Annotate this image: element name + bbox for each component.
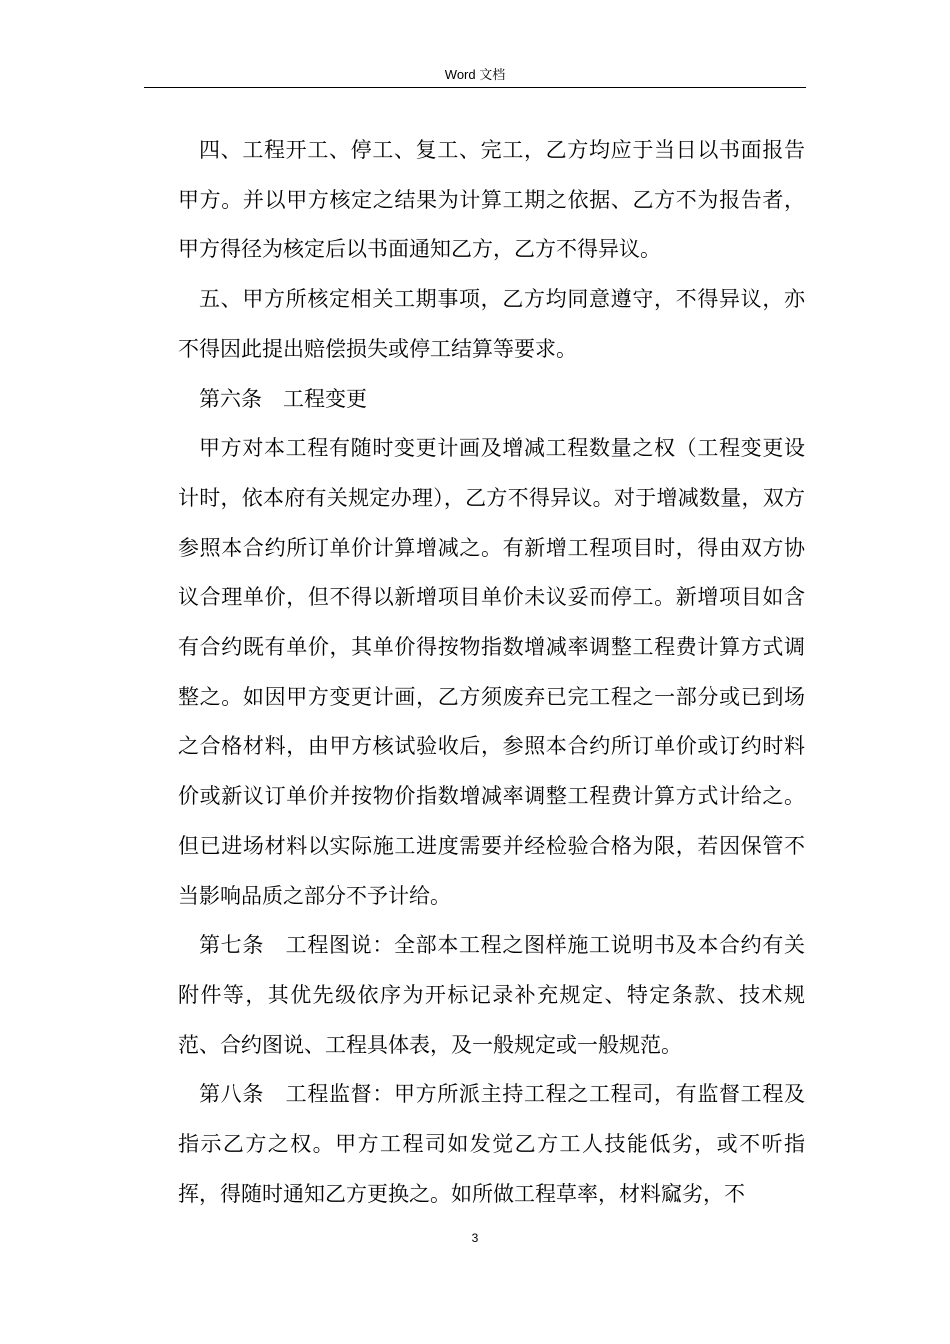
header-divider — [144, 87, 806, 88]
page-header: Word 文档 — [444, 67, 506, 82]
document-body — [178, 126, 805, 1219]
paragraph-article-7: 第七条 工程图说：全部本工程之图样施工说明书及本合约有关附件等，其优先级依序为开标记录补充规定、特定条款、技术规范、合约图说、工程具体表，及一般规定或一般规范。 — [178, 933, 805, 1057]
section-heading-article-6: 第六条 工程变更 — [199, 386, 367, 411]
paragraph-clause-4: 四、工程开工、停工、复工、完工，乙方均应于当日以书面报告甲方。并以甲方核定之结果为计算工期之依据、乙方不为报告者，甲方得径为核定后以书面通知乙方，乙方不得异议。 — [178, 138, 805, 262]
page-number: 3 — [471, 1231, 479, 1245]
paragraph-article-6: 甲方对本工程有随时变更计画及增减工程数量之权（工程变更设计时，依本府有关规定办理），乙方不得异议。对于增减数量，双方参照本合约所订单价计算增减之。有新增工程项目时，得由双方协议合理单价，但不得以新增项目单价未议妥而停工。新增项目如含有合约既有单价，其单价得按物指数增减率调整工程费计算方式调整之。如因甲方变更计画，乙方须废弃已完工程之一部分或已到场之合格材料，由甲方核试验收后，参照本合约所订单价或订约时料价或新议订单价并按物价指数增减率调整工程费计算方式计给之。但已进场材料以实际施工进度需要并经检验合格为限，若因保管不当影响品质之部分不予计给。 — [178, 436, 805, 908]
paragraph-article-8: 第八条 工程监督：甲方所派主持工程之工程司，有监督工程及指示乙方之权。甲方工程司如发觉乙方工人技能低劣，或不听指挥，得随时通知乙方更换之。如所做工程草率，材料窳劣，不 — [178, 1082, 805, 1206]
paragraph-clause-5: 五、甲方所核定相关工期事项，乙方均同意遵守，不得异议，亦不得因此提出赔偿损失或停工结算等要求。 — [178, 287, 805, 361]
